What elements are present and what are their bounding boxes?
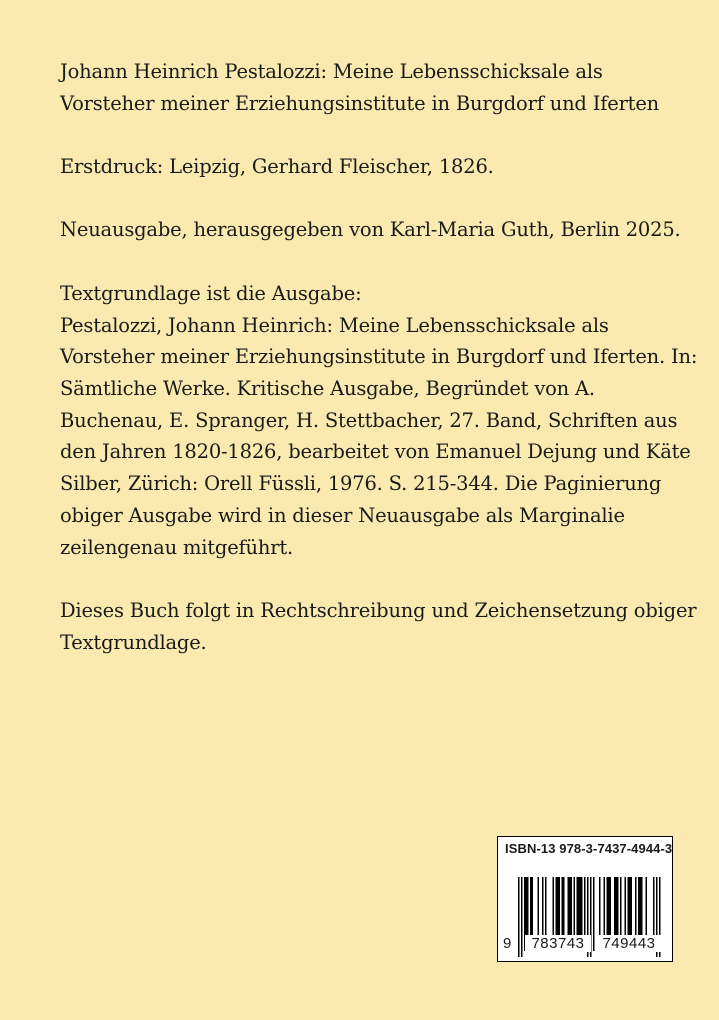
source-line: Buchenau, E. Spranger, H. Stettbacher, 27. Band, Schriften aus	[60, 408, 678, 432]
new-edition-line: Neuausgabe, herausgegeben von Karl-Maria Guth, Berlin 2025.	[60, 218, 681, 242]
title-line: Vorsteher meiner Erziehungsinstitute in Burgdorf und Iferten	[60, 91, 660, 115]
orthography-line: Dieses Buch folgt in Rechtschreibung und Zeichensetzung obiger	[60, 598, 697, 622]
new-edition-paragraph	[60, 214, 700, 246]
source-line: Pestalozzi, Johann Heinrich: Meine Lebensschicksale als	[60, 313, 609, 337]
barcode-first-digit: 9	[503, 935, 512, 952]
source-line: obiger Ausgabe wird in dieser Neuausgabe als Marginalie	[60, 503, 625, 527]
barcode-bar	[518, 877, 520, 957]
source-line: den Jahren 1820-1826, bearbeitet von Emanuel Dejung und Käte	[60, 440, 691, 464]
colophon	[60, 56, 700, 690]
barcode-right-digits: 749443	[595, 935, 663, 952]
isbn-label: ISBN-13 978-3-7437-4944-3	[505, 841, 673, 856]
orthography-paragraph	[60, 595, 700, 658]
source-paragraph	[60, 278, 700, 563]
barcode-left-digits: 783743	[525, 935, 591, 952]
source-line: Silber, Zürich: Orell Füssli, 1976. S. 215-344. Die Paginierung	[60, 472, 662, 496]
source-line: Textgrundlage ist die Ausgabe:	[60, 281, 362, 305]
title-line: Johann Heinrich Pestalozzi: Meine Lebensschicksale als	[60, 60, 603, 83]
isbn-barcode	[497, 836, 673, 962]
barcode-bar	[521, 877, 523, 957]
source-line: zeilengenau mitgeführt.	[60, 535, 294, 559]
orthography-line: Textgrundlage.	[60, 630, 207, 654]
source-line: Sämtliche Werke. Kritische Ausgabe, Begründet von A.	[60, 376, 595, 400]
first-print-line: Erstdruck: Leipzig, Gerhard Fleischer, 1826.	[60, 155, 494, 179]
title-paragraph	[60, 56, 700, 119]
first-print-paragraph	[60, 151, 700, 183]
source-line: Vorsteher meiner Erziehungsinstitute in Burgdorf und Iferten. In:	[60, 345, 698, 369]
